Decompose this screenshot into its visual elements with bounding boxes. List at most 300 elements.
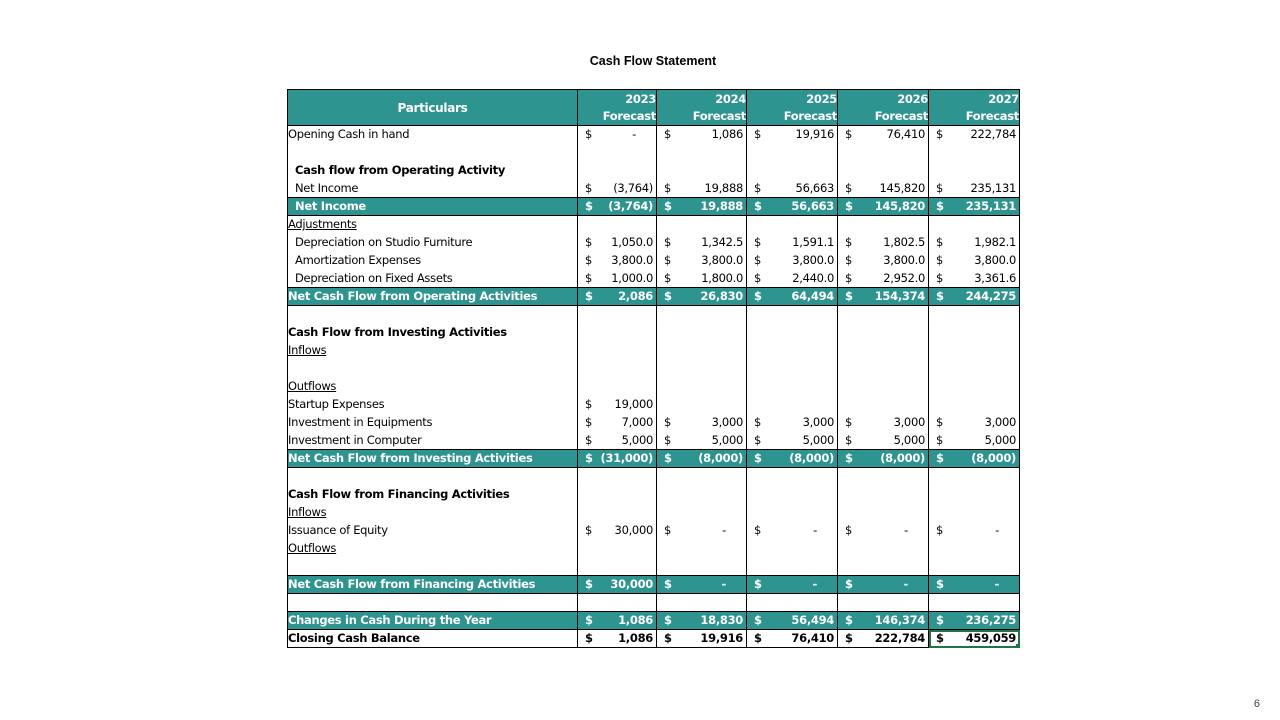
cell-value: 30,000 — [610, 577, 653, 591]
value-cell[interactable] — [578, 594, 657, 612]
cell-value: (8,000) — [789, 451, 834, 465]
value-cell[interactable] — [657, 324, 747, 342]
cell-value: 19,916 — [700, 631, 743, 645]
value-cell[interactable] — [929, 414, 1020, 432]
value-cell[interactable] — [838, 486, 929, 504]
currency-symbol: $ — [664, 414, 672, 429]
fill-handle[interactable] — [1016, 644, 1020, 648]
value-cell[interactable] — [838, 252, 929, 270]
value-cell[interactable] — [747, 468, 838, 486]
cell-value: (8,000) — [971, 451, 1016, 465]
row-label[interactable]: Depreciation on Studio Furniture — [288, 234, 578, 252]
cell-value: 236,275 — [965, 613, 1016, 627]
value-cell[interactable] — [657, 540, 747, 558]
table-row — [288, 486, 1020, 504]
row-label[interactable]: Cash Flow from Financing Activities — [288, 486, 578, 504]
cell-value: 2,952.0 — [883, 270, 925, 285]
value-cell[interactable] — [838, 360, 929, 378]
value-cell[interactable] — [747, 306, 838, 324]
value-cell[interactable] — [578, 612, 657, 630]
value-cell[interactable] — [747, 180, 838, 198]
row-label[interactable]: Amortization Expenses — [288, 252, 578, 270]
value-cell[interactable] — [578, 558, 657, 576]
value-cell[interactable] — [657, 360, 747, 378]
year-header[interactable]: 2027 — [929, 90, 1020, 108]
currency-symbol: $ — [754, 234, 762, 249]
value-cell[interactable] — [578, 540, 657, 558]
table-row — [288, 450, 1020, 468]
year-header[interactable]: 2023 — [578, 90, 657, 108]
cell-value: (8,000) — [880, 451, 925, 465]
value-cell[interactable] — [747, 396, 838, 414]
value-cell[interactable] — [657, 234, 747, 252]
cash-flow-table — [287, 89, 1020, 648]
currency-symbol: $ — [936, 432, 944, 447]
particulars-header[interactable]: Particulars — [288, 90, 578, 126]
currency-symbol: $ — [936, 522, 944, 537]
value-cell[interactable] — [578, 198, 657, 216]
value-cell[interactable] — [929, 198, 1020, 216]
currency-symbol: $ — [936, 414, 944, 429]
empty-cell[interactable] — [288, 144, 578, 162]
value-cell[interactable] — [657, 576, 747, 594]
currency-symbol: $ — [845, 631, 853, 645]
value-cell[interactable] — [838, 198, 929, 216]
cell-value: 3,800.0 — [792, 252, 834, 267]
currency-symbol: $ — [585, 451, 593, 465]
value-cell[interactable] — [578, 450, 657, 468]
table-row — [288, 594, 1020, 612]
table-row — [288, 522, 1020, 540]
value-cell[interactable] — [747, 612, 838, 630]
currency-symbol: $ — [664, 631, 672, 645]
currency-symbol: $ — [585, 252, 593, 267]
currency-symbol: $ — [585, 127, 593, 141]
table-row — [288, 288, 1020, 306]
value-cell[interactable] — [838, 234, 929, 252]
cell-value: 1,591.1 — [792, 234, 834, 249]
value-cell[interactable] — [838, 576, 929, 594]
currency-symbol: $ — [845, 289, 853, 303]
table-row — [288, 180, 1020, 198]
value-cell[interactable] — [747, 234, 838, 252]
value-cell[interactable] — [657, 414, 747, 432]
value-cell[interactable] — [747, 630, 838, 648]
value-cell[interactable] — [929, 162, 1020, 180]
table-row — [288, 612, 1020, 630]
value-cell[interactable] — [657, 180, 747, 198]
value-cell[interactable] — [747, 270, 838, 288]
value-cell[interactable] — [747, 504, 838, 522]
cell-value: 146,374 — [874, 613, 925, 627]
cell-value: 56,663 — [791, 199, 834, 213]
currency-symbol: $ — [585, 199, 593, 213]
currency-symbol: $ — [585, 289, 593, 303]
cell-value: 3,000 — [802, 414, 834, 429]
currency-symbol: $ — [845, 270, 853, 285]
cell-value: 5,000 — [621, 432, 653, 447]
year-header[interactable]: 2026 — [838, 90, 929, 108]
value-cell[interactable] — [747, 378, 838, 396]
value-cell[interactable] — [838, 396, 929, 414]
value-cell[interactable] — [838, 540, 929, 558]
value-cell[interactable] — [657, 288, 747, 306]
row-label[interactable]: Cash Flow from Investing Activities — [288, 324, 578, 342]
currency-symbol: $ — [664, 180, 672, 195]
value-cell[interactable] — [838, 414, 929, 432]
empty-cell[interactable] — [288, 558, 578, 576]
cell-value: 5,000 — [893, 432, 925, 447]
cell-value: 3,000 — [984, 414, 1016, 429]
value-cell[interactable] — [747, 216, 838, 234]
currency-symbol: $ — [845, 613, 853, 627]
value-cell[interactable] — [929, 270, 1020, 288]
value-cell[interactable] — [578, 162, 657, 180]
value-cell[interactable] — [747, 360, 838, 378]
value-cell[interactable] — [657, 306, 747, 324]
value-cell[interactable] — [747, 288, 838, 306]
row-label[interactable]: Closing Cash Balance — [288, 630, 578, 648]
currency-symbol: $ — [845, 577, 853, 591]
forecast-header[interactable]: Forecast — [747, 108, 838, 126]
value-cell[interactable] — [838, 180, 929, 198]
table-row — [288, 216, 1020, 234]
cell-value: 26,830 — [700, 289, 743, 303]
value-cell[interactable] — [838, 324, 929, 342]
cell-value: 145,820 — [879, 180, 925, 195]
cell-value: 3,000 — [893, 414, 925, 429]
value-cell[interactable] — [838, 270, 929, 288]
currency-symbol: $ — [664, 234, 672, 249]
value-cell[interactable] — [929, 432, 1020, 450]
value-cell[interactable] — [929, 126, 1020, 144]
value-cell[interactable] — [578, 324, 657, 342]
cell-value: 3,000 — [711, 414, 743, 429]
value-cell[interactable] — [929, 540, 1020, 558]
value-cell[interactable] — [838, 558, 929, 576]
value-cell[interactable] — [929, 486, 1020, 504]
value-cell[interactable] — [747, 540, 838, 558]
value-cell[interactable] — [657, 558, 747, 576]
value-cell[interactable] — [578, 378, 657, 396]
value-cell[interactable] — [657, 126, 747, 144]
forecast-header[interactable]: Forecast — [657, 108, 747, 126]
value-cell[interactable] — [838, 468, 929, 486]
value-cell[interactable] — [838, 162, 929, 180]
empty-cell[interactable] — [288, 594, 578, 612]
row-label[interactable]: Net Cash Flow from Investing Activities — [288, 450, 578, 468]
value-cell[interactable] — [657, 450, 747, 468]
table-row — [288, 234, 1020, 252]
empty-cell[interactable] — [288, 360, 578, 378]
table-row — [288, 252, 1020, 270]
table-row — [288, 558, 1020, 576]
value-cell[interactable] — [929, 522, 1020, 540]
value-cell[interactable] — [657, 270, 747, 288]
currency-symbol: $ — [936, 631, 944, 645]
table-row — [288, 576, 1020, 594]
value-cell[interactable] — [578, 396, 657, 414]
cell-value: - — [994, 577, 999, 591]
table-row — [288, 144, 1020, 162]
currency-symbol: $ — [936, 252, 944, 267]
cell-value: 2,440.0 — [792, 270, 834, 285]
value-cell[interactable] — [578, 468, 657, 486]
value-cell[interactable] — [838, 306, 929, 324]
value-cell[interactable] — [929, 378, 1020, 396]
cell-value: 19,888 — [704, 180, 743, 195]
value-cell[interactable] — [838, 288, 929, 306]
table-row — [288, 360, 1020, 378]
value-cell[interactable] — [838, 450, 929, 468]
currency-symbol: $ — [585, 414, 593, 429]
forecast-header[interactable]: Forecast — [838, 108, 929, 126]
empty-cell[interactable] — [288, 468, 578, 486]
row-label[interactable]: Outflows — [288, 378, 578, 396]
value-cell[interactable] — [578, 630, 657, 648]
currency-symbol: $ — [845, 127, 853, 141]
table-row — [288, 324, 1020, 342]
table-row — [288, 540, 1020, 558]
value-cell[interactable] — [929, 288, 1020, 306]
cell-value: 459,059 — [965, 631, 1016, 645]
table-row — [288, 468, 1020, 486]
value-cell[interactable] — [929, 450, 1020, 468]
value-cell[interactable] — [929, 234, 1020, 252]
value-cell[interactable] — [929, 144, 1020, 162]
value-cell[interactable] — [929, 180, 1020, 198]
value-cell[interactable] — [578, 414, 657, 432]
row-label[interactable]: Net Cash Flow from Financing Activities — [288, 576, 578, 594]
row-label[interactable]: Startup Expenses — [288, 396, 578, 414]
currency-symbol: $ — [936, 234, 944, 249]
row-label[interactable]: Net Income — [288, 198, 578, 216]
value-cell[interactable] — [578, 576, 657, 594]
value-cell[interactable] — [929, 594, 1020, 612]
value-cell[interactable] — [578, 270, 657, 288]
value-cell[interactable] — [929, 576, 1020, 594]
value-cell[interactable] — [578, 126, 657, 144]
table-row — [288, 270, 1020, 288]
value-cell[interactable] — [578, 522, 657, 540]
currency-symbol: $ — [754, 289, 762, 303]
value-cell[interactable] — [747, 486, 838, 504]
value-cell[interactable] — [929, 612, 1020, 630]
value-cell[interactable] — [747, 450, 838, 468]
value-cell[interactable] — [657, 486, 747, 504]
value-cell[interactable] — [929, 342, 1020, 360]
value-cell[interactable] — [747, 594, 838, 612]
forecast-header[interactable]: Forecast — [929, 108, 1020, 126]
value-cell[interactable] — [578, 486, 657, 504]
currency-symbol: $ — [664, 522, 672, 537]
selected-cell[interactable] — [929, 630, 1020, 648]
value-cell[interactable] — [657, 594, 747, 612]
value-cell[interactable] — [747, 576, 838, 594]
value-cell[interactable] — [838, 342, 929, 360]
currency-symbol: $ — [754, 180, 762, 195]
year-header[interactable]: 2025 — [747, 90, 838, 108]
value-cell[interactable] — [747, 432, 838, 450]
value-cell[interactable] — [747, 324, 838, 342]
value-cell[interactable] — [747, 522, 838, 540]
value-cell[interactable] — [578, 504, 657, 522]
row-label[interactable]: Investment in Computer — [288, 432, 578, 450]
table-row — [288, 378, 1020, 396]
value-cell[interactable] — [578, 234, 657, 252]
cell-value: 56,494 — [791, 613, 834, 627]
value-cell[interactable] — [578, 252, 657, 270]
empty-cell[interactable] — [288, 306, 578, 324]
currency-symbol: $ — [845, 414, 853, 429]
table-row — [288, 414, 1020, 432]
value-cell[interactable] — [657, 162, 747, 180]
currency-symbol: $ — [585, 432, 593, 447]
currency-symbol: $ — [585, 234, 593, 249]
cell-value: 235,131 — [970, 180, 1016, 195]
row-label[interactable]: Outflows — [288, 540, 578, 558]
value-cell[interactable] — [578, 342, 657, 360]
currency-symbol: $ — [585, 396, 593, 411]
row-label[interactable]: Net Cash Flow from Operating Activities — [288, 288, 578, 306]
table-row — [288, 630, 1020, 648]
value-cell[interactable] — [929, 396, 1020, 414]
value-cell[interactable] — [657, 612, 747, 630]
value-cell[interactable] — [657, 630, 747, 648]
value-cell[interactable] — [929, 360, 1020, 378]
cell-value: - — [995, 522, 999, 537]
value-cell[interactable] — [838, 126, 929, 144]
currency-symbol: $ — [754, 522, 762, 537]
value-cell[interactable] — [657, 504, 747, 522]
row-label[interactable]: Issuance of Equity — [288, 522, 578, 540]
cell-value: 2,086 — [618, 289, 653, 303]
currency-symbol: $ — [585, 522, 593, 537]
value-cell[interactable] — [578, 216, 657, 234]
currency-symbol: $ — [585, 270, 593, 285]
row-label[interactable]: Adjustments — [288, 216, 578, 234]
currency-symbol: $ — [585, 631, 593, 645]
row-label[interactable]: Inflows — [288, 504, 578, 522]
value-cell[interactable] — [747, 252, 838, 270]
value-cell[interactable] — [657, 198, 747, 216]
cell-value: - — [721, 577, 726, 591]
value-cell[interactable] — [578, 432, 657, 450]
table-row — [288, 396, 1020, 414]
value-cell[interactable] — [838, 216, 929, 234]
currency-symbol: $ — [754, 451, 762, 465]
value-cell[interactable] — [747, 144, 838, 162]
value-cell[interactable] — [657, 396, 747, 414]
value-cell[interactable] — [838, 594, 929, 612]
value-cell[interactable] — [929, 306, 1020, 324]
value-cell[interactable] — [838, 432, 929, 450]
value-cell[interactable] — [657, 144, 747, 162]
currency-symbol: $ — [845, 432, 853, 447]
value-cell[interactable] — [929, 324, 1020, 342]
value-cell[interactable] — [838, 630, 929, 648]
currency-symbol: $ — [664, 432, 672, 447]
value-cell[interactable] — [747, 342, 838, 360]
value-cell[interactable] — [657, 252, 747, 270]
value-cell[interactable] — [838, 504, 929, 522]
cell-value: 235,131 — [965, 199, 1016, 213]
cell-value: 3,800.0 — [611, 252, 653, 267]
currency-symbol: $ — [664, 270, 672, 285]
value-cell[interactable] — [657, 522, 747, 540]
row-label[interactable]: Changes in Cash During the Year — [288, 612, 578, 630]
value-cell[interactable] — [657, 432, 747, 450]
value-cell[interactable] — [929, 216, 1020, 234]
cell-value: 1,802.5 — [883, 234, 925, 249]
cell-value: 1,086 — [618, 631, 653, 645]
value-cell[interactable] — [657, 378, 747, 396]
value-cell[interactable] — [578, 288, 657, 306]
statement-title: Cash Flow Statement — [589, 54, 717, 68]
table-row — [288, 198, 1020, 216]
row-label[interactable]: Net Income — [288, 180, 578, 198]
table-row — [288, 504, 1020, 522]
value-cell[interactable] — [747, 126, 838, 144]
currency-symbol: $ — [754, 270, 762, 285]
value-cell[interactable] — [578, 180, 657, 198]
value-cell[interactable] — [747, 162, 838, 180]
currency-symbol: $ — [664, 199, 672, 213]
currency-symbol: $ — [664, 613, 672, 627]
value-cell[interactable] — [929, 468, 1020, 486]
value-cell[interactable] — [657, 468, 747, 486]
row-label[interactable]: Opening Cash in hand — [288, 126, 578, 144]
value-cell[interactable] — [747, 558, 838, 576]
cell-value: 56,663 — [795, 180, 834, 195]
value-cell[interactable] — [929, 252, 1020, 270]
row-label[interactable]: Cash flow from Operating Activity — [288, 162, 578, 180]
value-cell[interactable] — [747, 414, 838, 432]
page-number: 6 — [1253, 698, 1260, 710]
cell-value: 1,342.5 — [701, 234, 743, 249]
value-cell[interactable] — [838, 378, 929, 396]
value-cell[interactable] — [838, 522, 929, 540]
table-row — [288, 306, 1020, 324]
value-cell[interactable] — [578, 144, 657, 162]
currency-symbol: $ — [936, 289, 944, 303]
value-cell[interactable] — [657, 342, 747, 360]
row-label[interactable]: Depreciation on Fixed Assets — [288, 270, 578, 288]
cell-value: 1,050.0 — [611, 234, 653, 249]
value-cell[interactable] — [929, 504, 1020, 522]
value-cell[interactable] — [929, 558, 1020, 576]
currency-symbol: $ — [845, 451, 853, 465]
value-cell[interactable] — [578, 306, 657, 324]
year-header[interactable]: 2024 — [657, 90, 747, 108]
cell-value: - — [722, 522, 726, 537]
row-label[interactable]: Investment in Equipments — [288, 414, 578, 432]
cell-value: (8,000) — [698, 451, 743, 465]
value-cell[interactable] — [578, 360, 657, 378]
row-label[interactable]: Inflows — [288, 342, 578, 360]
currency-symbol: $ — [585, 180, 593, 195]
cell-value: - — [632, 127, 636, 141]
value-cell[interactable] — [657, 216, 747, 234]
value-cell[interactable] — [838, 144, 929, 162]
value-cell[interactable] — [838, 612, 929, 630]
forecast-header[interactable]: Forecast — [578, 108, 657, 126]
currency-symbol: $ — [936, 613, 944, 627]
cell-value: - — [903, 577, 908, 591]
cell-value: 19,916 — [795, 127, 834, 141]
cell-value: 3,800.0 — [701, 252, 743, 267]
value-cell[interactable] — [747, 198, 838, 216]
